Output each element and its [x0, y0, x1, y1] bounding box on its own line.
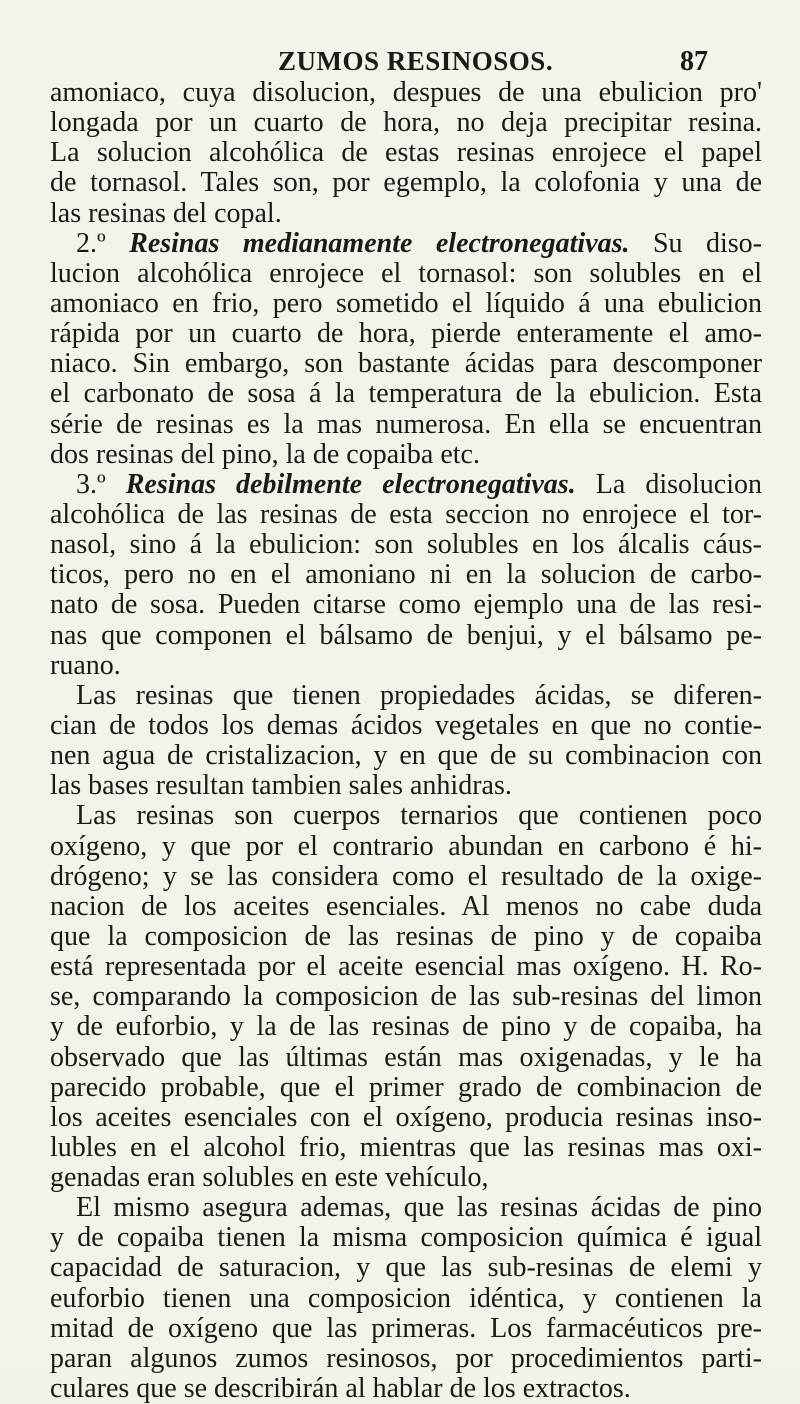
line-text: nen agua de cristalizacion, y en que de su combinacion con [50, 740, 762, 772]
line-text: capacidad de saturacion, y que las sub-resinas de elemi y [50, 1252, 762, 1284]
text-line [50, 621, 762, 651]
line-text: lucion alcohólica enrojece el tornasol: son solubles en el [50, 257, 762, 289]
text-line [50, 259, 762, 289]
line-text: observado que las últimas están mas oxigenadas, y le ha [50, 1041, 762, 1073]
line-text: rápida por un cuarto de hora, pierde enteramente el amo- [50, 318, 762, 350]
line-text: de tornasol. Tales son, por egemplo, la colofonia y una de [50, 167, 762, 199]
section-number: 2.º [76, 227, 130, 259]
text-line [50, 741, 762, 771]
line-text: genadas eran solubles en este vehículo, [50, 1162, 489, 1194]
line-text: dos resinas del pino, la de copaiba etc. [50, 438, 480, 470]
text-line [50, 982, 762, 1012]
text-line [50, 199, 762, 229]
text-line [50, 892, 762, 922]
line-text: nacion de los aceites esenciales. Al menos no cabe duda [50, 890, 762, 922]
text-line [50, 1012, 762, 1042]
text-line [50, 1133, 762, 1163]
text-line [50, 1163, 762, 1193]
line-text: Las resinas que tienen propiedades ácidas, se diferen- [76, 679, 762, 711]
line-text: se, comparando la composicion de las sub-resinas del limon [50, 981, 762, 1013]
line-text: lubles en el alcohol frio, mientras que las resinas mas oxi- [50, 1131, 762, 1163]
line-text: alcohólica de las resinas de esta seccion no enrojece el tor- [50, 498, 762, 530]
line-text: La disolucion [575, 468, 763, 500]
text-line [50, 1374, 762, 1404]
line-text: drógeno; y se las considera como el resultado de la oxige- [50, 860, 762, 892]
line-text: amoniaco, cuya disolucion, despues de una ebulicion pro' [50, 77, 762, 108]
line-text: longada por un cuarto de hora, no deja precipitar resina. [50, 107, 762, 139]
line-text: euforbio tienen una composicion idéntica, y contienen la [50, 1282, 762, 1314]
text-line [50, 1193, 762, 1223]
line-text: culares que se describirán al hablar de los extractos. [50, 1373, 631, 1404]
line-text: oxígeno, y que por el contrario abundan en carbono é hi- [50, 830, 762, 862]
text-line [50, 1314, 762, 1344]
line-text: los aceites esenciales con el oxígeno, producia resinas inso- [50, 1101, 762, 1133]
line-text: parecido probable, que el primer grado de combinacion de [50, 1071, 762, 1103]
text-line [50, 349, 762, 379]
line-text: niaco. Sin embargo, son bastante ácidas para descomponer [50, 348, 762, 380]
text-line [50, 1344, 762, 1374]
text-line [50, 1103, 762, 1133]
line-text: y de copaiba tienen la misma composicion química é igual [50, 1222, 762, 1254]
line-text: está representada por el aceite esencial mas oxígeno. H. Ro- [50, 951, 762, 983]
text-line [50, 832, 762, 862]
text-line [50, 1284, 762, 1314]
text-line [50, 168, 762, 198]
text-line [50, 560, 762, 590]
text-line [50, 590, 762, 620]
text-line [50, 379, 762, 409]
line-text: El mismo asegura ademas, que las resinas ácidas de pino [76, 1192, 762, 1224]
line-text: ruano. [50, 649, 121, 681]
text-line [50, 952, 762, 982]
text-line [50, 711, 762, 741]
text-line [50, 78, 762, 108]
text-line [50, 440, 762, 470]
line-text: amoniaco en frio, pero sometido el líquido á una ebulicion [50, 287, 762, 319]
text-line [50, 651, 762, 681]
text-line [50, 229, 762, 259]
text-line [50, 530, 762, 560]
text-line [50, 138, 762, 168]
line-text: las bases resultan tambien sales anhidras. [50, 770, 512, 802]
text-line [50, 289, 762, 319]
line-text: las resinas del copal. [50, 197, 282, 229]
line-text: Las resinas son cuerpos ternarios que contienen poco [76, 800, 762, 832]
line-text: Su diso- [629, 227, 762, 259]
page-number: 87 [680, 46, 708, 77]
section-heading: Resinas debilmente electronegativas. [125, 468, 576, 500]
line-text: ticos, pero no en el amoniano ni en la solucion de carbo- [50, 559, 762, 591]
line-text: La solucion alcohólica de estas resinas enrojece el papel [50, 137, 762, 169]
text-line [50, 410, 762, 440]
text-line [50, 681, 762, 711]
line-text: nato de sosa. Pueden citarse como ejemplo una de las resi- [50, 589, 762, 621]
line-text: cian de todos los demas ácidos vegetales en que no contie- [50, 709, 762, 741]
text-line [50, 108, 762, 138]
text-line [50, 500, 762, 530]
line-text: nas que componen el bálsamo de benjui, y el bálsamo pe- [50, 619, 762, 651]
text-line [50, 1043, 762, 1073]
section-heading: Resinas medianamente electronegativas. [129, 227, 630, 259]
line-text: mitad de oxígeno que las primeras. Los farmacéuticos pre- [50, 1312, 762, 1344]
line-text: que la composicion de las resinas de pino y de copaiba [50, 920, 762, 952]
line-text: nasol, sino á la ebulicion: son solubles en los álcalis cáus- [50, 529, 762, 561]
text-line [50, 1253, 762, 1283]
text-line [50, 771, 762, 801]
text-line [50, 922, 762, 952]
text-line [50, 1073, 762, 1103]
line-text: el carbonato de sosa á la temperatura de la ebulicion. Esta [50, 378, 762, 410]
line-text: série de resinas es la mas numerosa. En ella se encuentran [50, 408, 762, 440]
running-title: ZUMOS RESINOSOS. [278, 46, 554, 76]
text-line [50, 1223, 762, 1253]
body-text [50, 78, 762, 1404]
line-text: paran algunos zumos resinosos, por procedimientos parti- [50, 1342, 762, 1374]
line-text: y de euforbio, y la de las resinas de pino y de copaiba, ha [50, 1011, 762, 1043]
section-number: 3.º [76, 468, 126, 500]
text-line [50, 319, 762, 349]
text-line [50, 862, 762, 892]
text-line [50, 470, 762, 500]
text-line [50, 801, 762, 831]
